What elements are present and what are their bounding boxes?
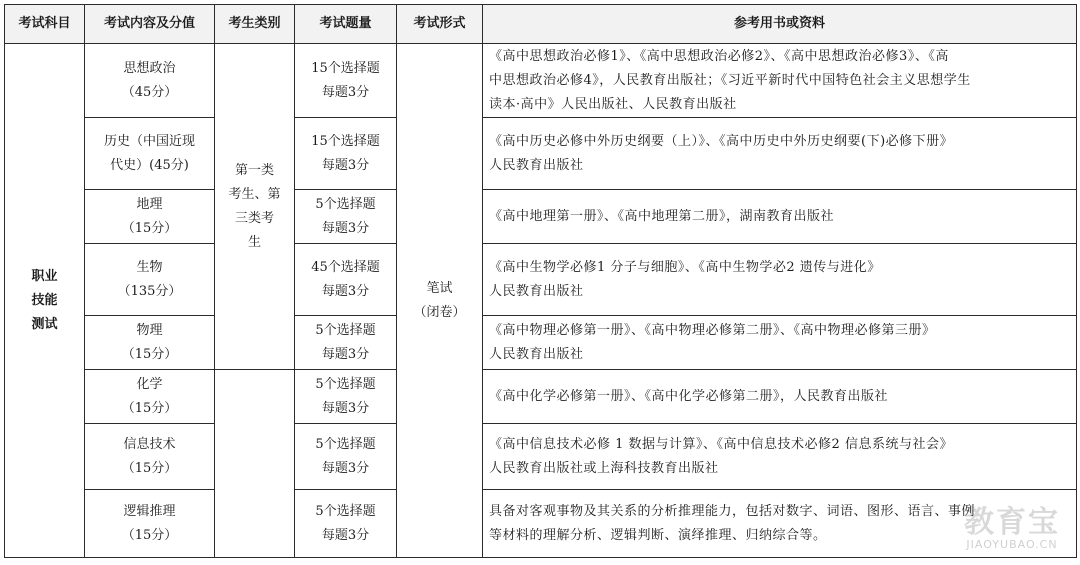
watermark-logo: 教育宝 JIAOYUBAO.CN bbox=[964, 505, 1060, 551]
header-row bbox=[5, 5, 1077, 44]
table-row bbox=[5, 118, 1077, 190]
refs-cell: 《高中物理必修第一册》、《高中物理必修第二册》、《高中物理必修第三册》 人民教育出版社 bbox=[483, 316, 1077, 370]
refs-cell: 《高中信息技术必修 1 数据与计算》、《高中信息技术必修2 信息系统与社会》 人民教育出版社或上海科技教育出版社 bbox=[483, 424, 1077, 490]
questions-cell: 15个选择题 每题3分 bbox=[295, 44, 397, 118]
content-cell: 历史（中国近现 代史）(45分) bbox=[85, 118, 215, 190]
refs-cell: 《高中生物学必修1 分子与细胞》、《高中生物学必2 遗传与进化》 人民教育出版社 bbox=[483, 244, 1077, 316]
questions-cell: 5个选择题 每题3分 bbox=[295, 424, 397, 490]
header-refs: 参考用书或资料 bbox=[483, 5, 1077, 44]
refs-cell: 《高中化学必修第一册》、《高中化学必修第二册》，人民教育出版社 bbox=[483, 370, 1077, 424]
questions-cell: 5个选择题 每题3分 bbox=[295, 490, 397, 558]
questions-cell: 5个选择题 每题3分 bbox=[295, 190, 397, 244]
content-cell: 物理 （15分） bbox=[85, 316, 215, 370]
subject-cell: 职业 技能 测试 bbox=[5, 44, 85, 558]
header-category: 考生类别 bbox=[215, 5, 295, 44]
questions-cell: 5个选择题 每题3分 bbox=[295, 316, 397, 370]
refs-cell: 具备对客观事物及其关系的分析推理能力，包括对数字、词语、图形、语言、事例 等材料的理解分析、逻辑判断、演绎推理、归纳综合等。 bbox=[483, 490, 1077, 558]
content-cell: 地理 （15分） bbox=[85, 190, 215, 244]
table-row bbox=[5, 190, 1077, 244]
questions-cell: 5个选择题 每题3分 bbox=[295, 370, 397, 424]
table-row bbox=[5, 44, 1077, 118]
header-subject: 考试科目 bbox=[5, 5, 85, 44]
content-cell: 逻辑推理 （15分） bbox=[85, 490, 215, 558]
content-cell: 生物 （135分） bbox=[85, 244, 215, 316]
format-cell: 笔试 （闭卷） bbox=[397, 44, 483, 558]
table-row bbox=[5, 424, 1077, 490]
content-cell: 信息技术 （15分） bbox=[85, 424, 215, 490]
content-cell: 化学 （15分） bbox=[85, 370, 215, 424]
category-cell: 第一类 考生、第 三类考 生 bbox=[215, 44, 295, 370]
table-row bbox=[5, 490, 1077, 558]
questions-cell: 45个选择题 每题3分 bbox=[295, 244, 397, 316]
category-empty-cell bbox=[215, 370, 295, 558]
header-content: 考试内容及分值 bbox=[85, 5, 215, 44]
content-cell: 思想政治 （45分） bbox=[85, 44, 215, 118]
questions-cell: 15个选择题 每题3分 bbox=[295, 118, 397, 190]
refs-cell: 《高中思想政治必修1》、《高中思想政治必修2》、《高中思想政治必修3》、《高 中思想政治必修4》，人民教育出版社；《习近平新时代中国特色社会主义思想学生 读本·高中》人民出版社、人民教育出版社 bbox=[483, 44, 1077, 118]
table-row bbox=[5, 244, 1077, 316]
table-row bbox=[5, 370, 1077, 424]
header-questions: 考试题量 bbox=[295, 5, 397, 44]
header-format: 考试形式 bbox=[397, 5, 483, 44]
table-row bbox=[5, 316, 1077, 370]
exam-table bbox=[4, 4, 1077, 558]
refs-cell: 《高中历史必修中外历史纲要（上）》、《高中历史中外历史纲要(下)必修下册》 人民教育出版社 bbox=[483, 118, 1077, 190]
refs-cell: 《高中地理第一册》、《高中地理第二册》，湖南教育出版社 bbox=[483, 190, 1077, 244]
